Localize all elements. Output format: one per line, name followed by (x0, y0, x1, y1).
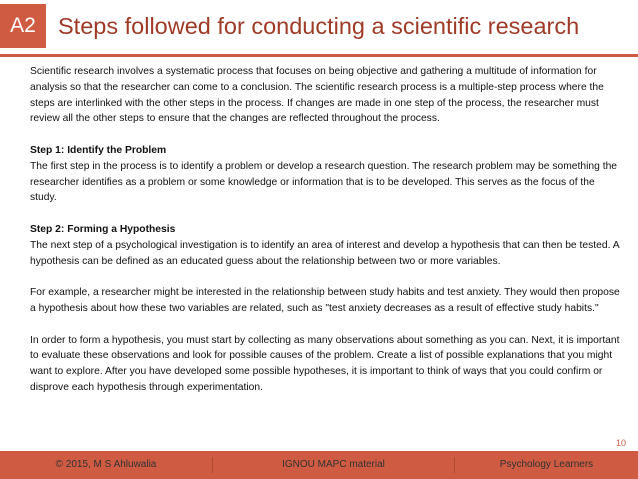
step2-section (30, 222, 620, 269)
footer-publisher: Psychology Learners (499, 459, 594, 470)
step2-heading: Step 2: Forming a Hypothesis (30, 223, 176, 235)
slide-footer (0, 451, 638, 479)
example-paragraph: For example, a researcher might be interested in the relationship between study habits and test anxiety. They would then propose a hypothesis about how these two variables are related, such as "test anxiety decreases as a result of effective study habits." (30, 287, 620, 314)
step2-text: The next step of a psychological investigation is to identify an area of interest and develop a hypothesis that can then be tested. A hypothesis can be defined as an educated guess about the relationship between two or more variables. (30, 239, 620, 267)
step1-text: The first step in the process is to identify a problem or develop a research question. The research problem may be something the researcher identifies as a problem or some knowledge or information that is to be developed. This serves as the focus of the study. (30, 160, 618, 204)
step1-heading: Step 1: Identify the Problem (30, 144, 167, 156)
slide-title: Steps followed for conducting a scientific research (58, 13, 580, 39)
slide-header (0, 0, 638, 58)
closing-paragraph: In order to form a hypothesis, you must start by collecting as many observations about something as you can. Next, it is important to evaluate these observations and look for possible causes of the problem. Create a list of possible explanations that you might want to explore. After you have developed some possible hypotheses, it is important to think of ways that you could confirm or disprove each hypothesis through experimentation. (30, 334, 620, 393)
footer-copyright: © 2015, M S Ahluwalia (55, 459, 157, 470)
section-tag: A2 (0, 4, 46, 48)
header-divider (0, 54, 638, 57)
step1-section (30, 143, 620, 206)
footer-course: IGNOU MAPC material (282, 459, 385, 470)
page-number: 10 (615, 438, 626, 448)
slide-body (30, 64, 620, 396)
intro-paragraph: Scientific research involves a systematic process that focuses on being objective and gathering a multitude of information for analysis so that the researcher can come to a conclusion. The scientific research process is a multiple-step process where the steps are interlinked with the other steps in the process. If changes are made in one step of the process, the researcher must review all the other steps to ensure that the changes are reflected throughout the process. (30, 66, 604, 125)
